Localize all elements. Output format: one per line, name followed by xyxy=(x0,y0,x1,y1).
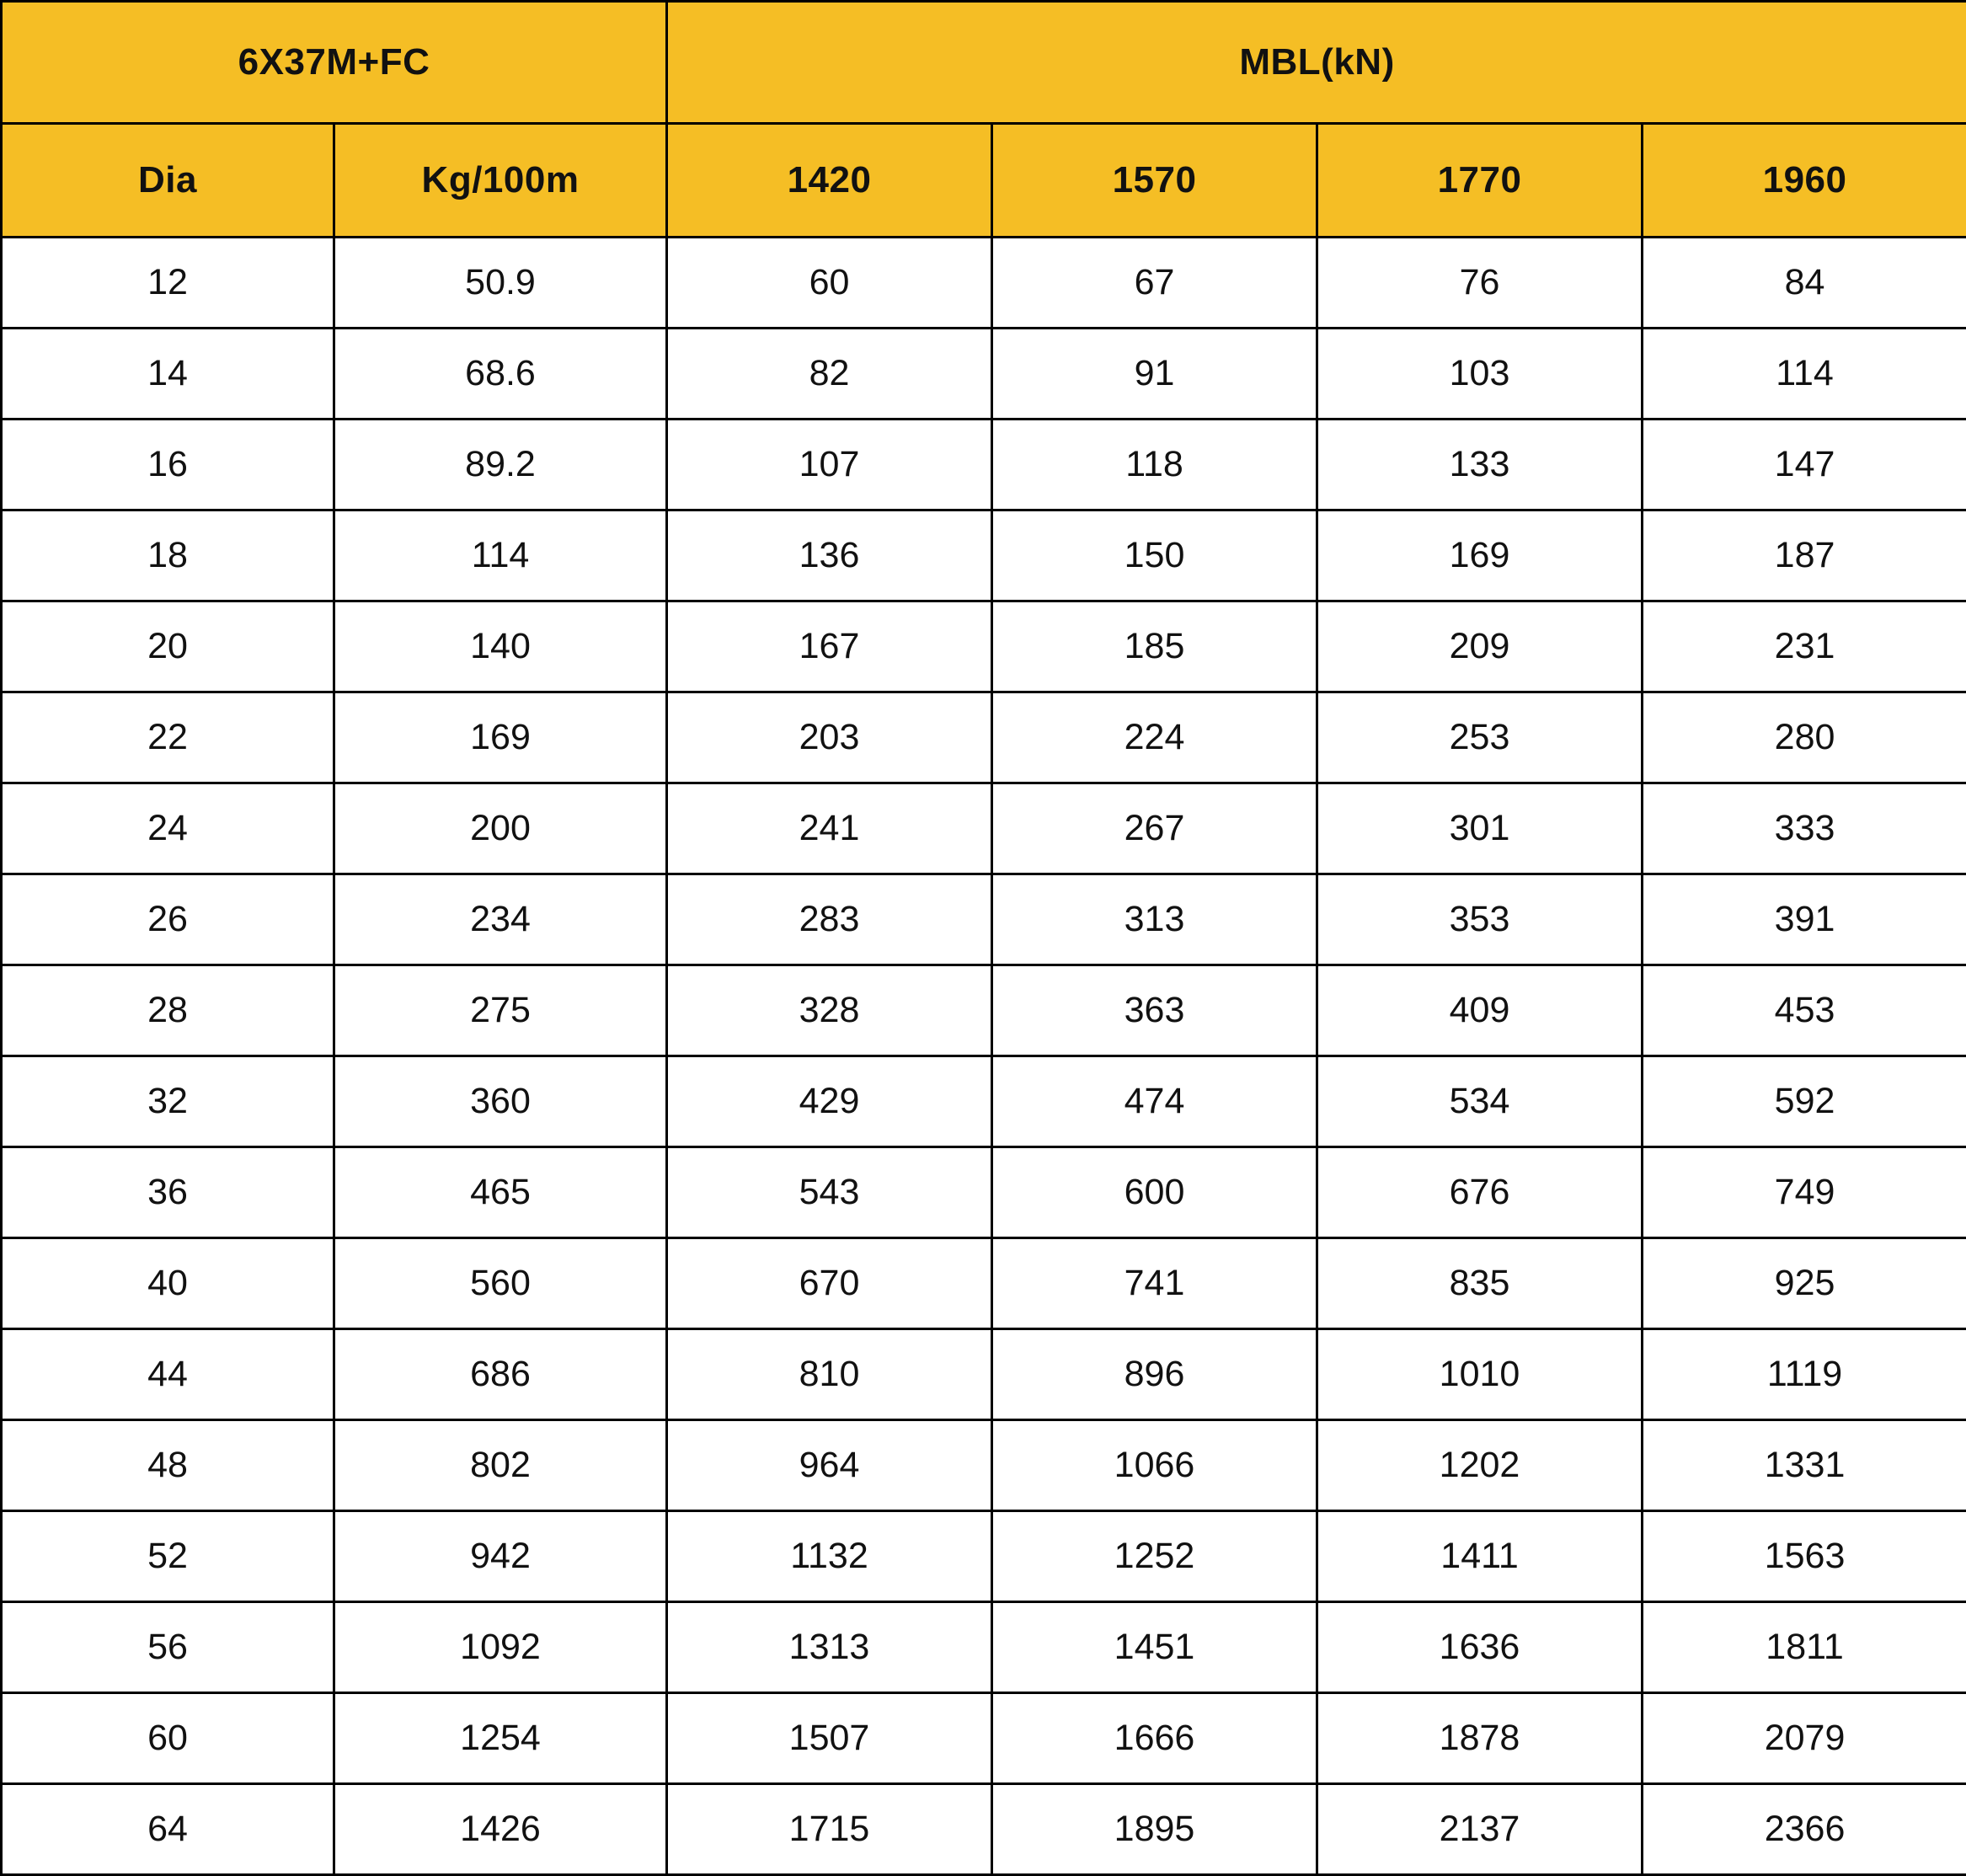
cell-kg: 200 xyxy=(334,783,667,874)
cell-mbl-1570: 1066 xyxy=(992,1420,1317,1511)
cell-mbl-1770: 835 xyxy=(1317,1238,1643,1329)
cell-mbl-1770: 2137 xyxy=(1317,1784,1643,1875)
cell-mbl-1570: 1666 xyxy=(992,1693,1317,1784)
cell-mbl-1960: 114 xyxy=(1643,329,1966,420)
cell-mbl-1960: 187 xyxy=(1643,510,1966,601)
cell-kg: 140 xyxy=(334,601,667,692)
cell-mbl-1770: 1202 xyxy=(1317,1420,1643,1511)
cell-mbl-1420: 1132 xyxy=(667,1511,992,1602)
cell-kg: 234 xyxy=(334,874,667,965)
cell-dia: 64 xyxy=(2,1784,334,1875)
table-header xyxy=(2,2,1966,238)
cell-mbl-1960: 749 xyxy=(1643,1147,1966,1238)
cell-mbl-1960: 147 xyxy=(1643,420,1966,510)
cell-dia: 20 xyxy=(2,601,334,692)
cell-mbl-1570: 91 xyxy=(992,329,1317,420)
cell-kg: 275 xyxy=(334,965,667,1056)
cell-mbl-1420: 82 xyxy=(667,329,992,420)
column-header-1960: 1960 xyxy=(1643,124,1966,238)
column-header-1420: 1420 xyxy=(667,124,992,238)
cell-dia: 12 xyxy=(2,238,334,329)
cell-kg: 360 xyxy=(334,1056,667,1147)
table-row xyxy=(2,1511,1966,1602)
cell-mbl-1770: 409 xyxy=(1317,965,1643,1056)
table-row xyxy=(2,1602,1966,1693)
cell-mbl-1960: 1563 xyxy=(1643,1511,1966,1602)
cell-mbl-1420: 328 xyxy=(667,965,992,1056)
cell-dia: 40 xyxy=(2,1238,334,1329)
cell-mbl-1960: 333 xyxy=(1643,783,1966,874)
cell-mbl-1420: 136 xyxy=(667,510,992,601)
cell-dia: 44 xyxy=(2,1329,334,1420)
header-mbl-title: MBL(kN) xyxy=(667,2,1966,124)
cell-kg: 114 xyxy=(334,510,667,601)
cell-mbl-1420: 964 xyxy=(667,1420,992,1511)
cell-mbl-1770: 676 xyxy=(1317,1147,1643,1238)
cell-kg: 1426 xyxy=(334,1784,667,1875)
cell-mbl-1770: 209 xyxy=(1317,601,1643,692)
column-header-1570: 1570 xyxy=(992,124,1317,238)
cell-mbl-1420: 283 xyxy=(667,874,992,965)
cell-mbl-1770: 1636 xyxy=(1317,1602,1643,1693)
cell-mbl-1960: 592 xyxy=(1643,1056,1966,1147)
table-row xyxy=(2,420,1966,510)
cell-kg: 942 xyxy=(334,1511,667,1602)
cell-mbl-1770: 169 xyxy=(1317,510,1643,601)
column-header-dia: Dia xyxy=(2,124,334,238)
cell-mbl-1420: 429 xyxy=(667,1056,992,1147)
cell-mbl-1420: 1715 xyxy=(667,1784,992,1875)
cell-kg: 560 xyxy=(334,1238,667,1329)
cell-mbl-1420: 60 xyxy=(667,238,992,329)
cell-mbl-1570: 741 xyxy=(992,1238,1317,1329)
cell-mbl-1420: 670 xyxy=(667,1238,992,1329)
column-header-kg-per-100m: Kg/100m xyxy=(334,124,667,238)
cell-kg: 50.9 xyxy=(334,238,667,329)
column-header-1770: 1770 xyxy=(1317,124,1643,238)
cell-mbl-1770: 1878 xyxy=(1317,1693,1643,1784)
cell-kg: 465 xyxy=(334,1147,667,1238)
cell-mbl-1420: 1313 xyxy=(667,1602,992,1693)
cell-kg: 68.6 xyxy=(334,329,667,420)
cell-mbl-1960: 1119 xyxy=(1643,1329,1966,1420)
cell-mbl-1770: 103 xyxy=(1317,329,1643,420)
cell-mbl-1960: 231 xyxy=(1643,601,1966,692)
table-row xyxy=(2,1147,1966,1238)
table-row xyxy=(2,510,1966,601)
table-row xyxy=(2,238,1966,329)
table-row xyxy=(2,1056,1966,1147)
cell-mbl-1570: 313 xyxy=(992,874,1317,965)
cell-mbl-1570: 363 xyxy=(992,965,1317,1056)
header-construction-title: 6X37M+FC xyxy=(2,2,667,124)
cell-mbl-1570: 1252 xyxy=(992,1511,1317,1602)
cell-dia: 56 xyxy=(2,1602,334,1693)
cell-mbl-1960: 453 xyxy=(1643,965,1966,1056)
cell-mbl-1960: 84 xyxy=(1643,238,1966,329)
cell-mbl-1420: 241 xyxy=(667,783,992,874)
cell-mbl-1770: 353 xyxy=(1317,874,1643,965)
table-row xyxy=(2,783,1966,874)
cell-mbl-1960: 391 xyxy=(1643,874,1966,965)
cell-mbl-1770: 534 xyxy=(1317,1056,1643,1147)
cell-mbl-1420: 167 xyxy=(667,601,992,692)
cell-mbl-1570: 67 xyxy=(992,238,1317,329)
table-row xyxy=(2,874,1966,965)
table-row xyxy=(2,1784,1966,1875)
table-row xyxy=(2,1329,1966,1420)
table-header-row-top xyxy=(2,2,1966,124)
cell-mbl-1570: 1451 xyxy=(992,1602,1317,1693)
table-row xyxy=(2,329,1966,420)
cell-dia: 16 xyxy=(2,420,334,510)
cell-kg: 169 xyxy=(334,692,667,783)
cell-mbl-1420: 543 xyxy=(667,1147,992,1238)
cell-mbl-1770: 253 xyxy=(1317,692,1643,783)
cell-dia: 26 xyxy=(2,874,334,965)
cell-kg: 89.2 xyxy=(334,420,667,510)
cell-kg: 1254 xyxy=(334,1693,667,1784)
cell-dia: 52 xyxy=(2,1511,334,1602)
cell-dia: 18 xyxy=(2,510,334,601)
cell-mbl-1770: 76 xyxy=(1317,238,1643,329)
cell-dia: 22 xyxy=(2,692,334,783)
table-row xyxy=(2,1420,1966,1511)
cell-mbl-1570: 1895 xyxy=(992,1784,1317,1875)
cell-kg: 1092 xyxy=(334,1602,667,1693)
cell-mbl-1960: 925 xyxy=(1643,1238,1966,1329)
cell-dia: 32 xyxy=(2,1056,334,1147)
cell-mbl-1570: 185 xyxy=(992,601,1317,692)
table-row xyxy=(2,965,1966,1056)
cell-dia: 60 xyxy=(2,1693,334,1784)
table-row xyxy=(2,692,1966,783)
cell-mbl-1960: 1811 xyxy=(1643,1602,1966,1693)
cell-mbl-1960: 2079 xyxy=(1643,1693,1966,1784)
table-header-row-sub xyxy=(2,124,1966,238)
cell-mbl-1770: 133 xyxy=(1317,420,1643,510)
cell-mbl-1570: 150 xyxy=(992,510,1317,601)
cell-dia: 36 xyxy=(2,1147,334,1238)
table-row xyxy=(2,1238,1966,1329)
cell-mbl-1420: 107 xyxy=(667,420,992,510)
cell-dia: 48 xyxy=(2,1420,334,1511)
cell-mbl-1770: 1411 xyxy=(1317,1511,1643,1602)
cell-mbl-1570: 224 xyxy=(992,692,1317,783)
cell-mbl-1770: 301 xyxy=(1317,783,1643,874)
cell-mbl-1420: 203 xyxy=(667,692,992,783)
table-body xyxy=(2,238,1966,1875)
cell-dia: 28 xyxy=(2,965,334,1056)
cell-mbl-1960: 280 xyxy=(1643,692,1966,783)
cell-kg: 802 xyxy=(334,1420,667,1511)
cell-mbl-1420: 810 xyxy=(667,1329,992,1420)
cell-mbl-1570: 600 xyxy=(992,1147,1317,1238)
table-row xyxy=(2,1693,1966,1784)
cell-dia: 14 xyxy=(2,329,334,420)
cell-mbl-1960: 2366 xyxy=(1643,1784,1966,1875)
cell-mbl-1570: 474 xyxy=(992,1056,1317,1147)
cell-mbl-1570: 896 xyxy=(992,1329,1317,1420)
table-row xyxy=(2,601,1966,692)
cell-dia: 24 xyxy=(2,783,334,874)
cell-kg: 686 xyxy=(334,1329,667,1420)
cell-mbl-1960: 1331 xyxy=(1643,1420,1966,1511)
cell-mbl-1570: 118 xyxy=(992,420,1317,510)
cell-mbl-1570: 267 xyxy=(992,783,1317,874)
cell-mbl-1420: 1507 xyxy=(667,1693,992,1784)
cell-mbl-1770: 1010 xyxy=(1317,1329,1643,1420)
